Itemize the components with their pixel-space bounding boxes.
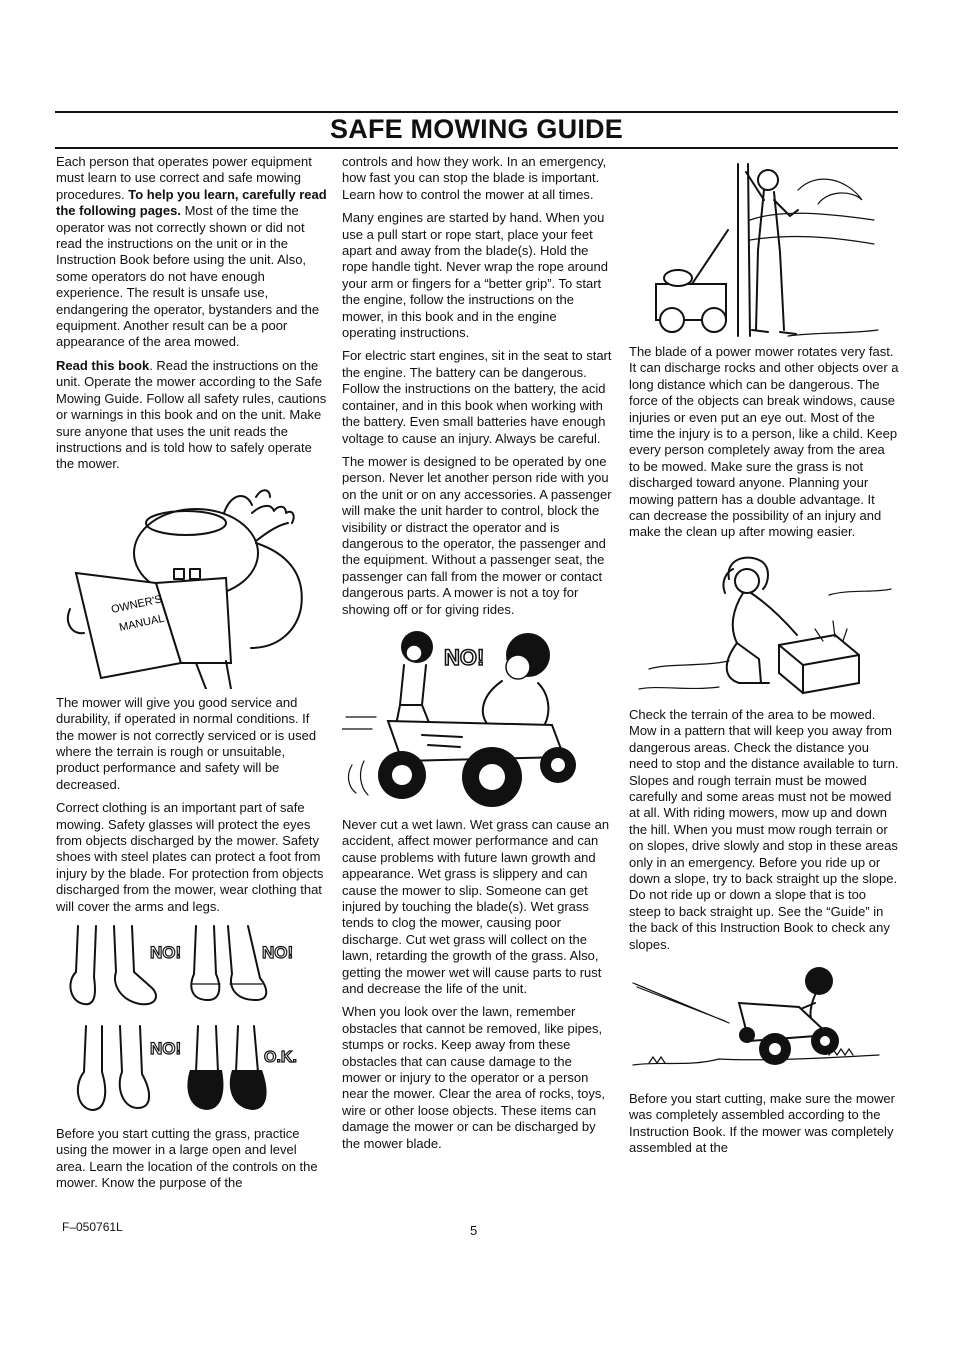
assembly-paragraph: Before you start cutting, make sure the mower was completely assembled according to the Instruction Book. If the mower was completely assembled at the [629,1090,895,1156]
passenger-paragraph: The mower is designed to be operated by one person. Never let another person ride with you on the unit or on any accessories. A passenger will make the unit harder to control, block the visibility or distract the operator and is dangerous to the operator, the passenger and the equipment. Without a passenger seat, the passenger can fall from the mower or contact dangerous parts. A mower is not a toy for showing off or for giving rides. [342,453,612,617]
title-underline [55,147,898,149]
read-book-emphasis: Read this book [56,357,150,373]
clothing-paragraph: Correct clothing is an important part of safe mowing. Safety glasses will protect the eyes from objects discharged by the mower. Safety shoes with steel plates can protect a foot from injury by the blade. For protection from objects discharged from the mower, wear clothing that will cover the arms and legs. [56,800,324,914]
manual-label-line1: OWNER'S [110,593,164,616]
document-code: F–050761L [62,1220,123,1234]
footwear-illustration [56,922,328,1118]
intro-text: Each person that operates power equipment must learn to use correct and safe mowing procedures. [56,154,312,202]
clearing-objects-illustration [629,549,899,699]
manual-label-line2: MANUAL [118,612,166,634]
intro-emphasis: To help you learn, carefully read the following pages. [56,186,327,219]
blade-paragraph: The blade of a power mower rotates very fast. It can discharge rocks and other objects over a long distance which can be dangerous. The force of the objects can break windows, cause injuries or even put an eye out. Most of the time the injury is to a person, like a child. Keep every person completely away from the area to be mowed. Make sure the grass is not discharged toward anyone. Planning your mowing pattern has a double advantage. It can decrease the possibility of an injury and make the clean up after mowing easier. [629,344,899,540]
no-passenger-illustration [342,625,612,811]
wet-lawn-paragraph: Never cut a wet lawn. Wet grass can cause an accident, affect mower performance and can cause problems with future lawn growth and appearance. Wet grass is slippery and can cause the mower to slip. Someone can get injured by touching the blade(s). Wet grass tends to clog the mower, causing poor discharge. Cut wet grass will collect on the lawn, retarding the growth of the grass. Also, getting the mower wet will cause parts to rust and decrease the life of the unit. [342,816,610,997]
electric-start-paragraph: For electric start engines, sit in the seat to start the engine. The battery can be dangerous. Follow the instructions on the battery, the acid container, and in this book when working with the battery. Even small batteries have enough voltage to cause an injury. Always be careful. [342,348,612,446]
owners-manual-illustration [56,483,328,689]
obstacles-paragraph: When you look over the lawn, remember obstacles that cannot be removed, like pipes, stumps or rocks. Keep away from these obstacles that can cause damage to the mower or injury to the operator or a person near the mower. Clear the area of rocks, toys, wire or other loose objects. These items can damage the mower or can be discharged by the mower blade. [342,1004,606,1151]
column-left [56,154,328,1199]
terrain-paragraph: Check the terrain of the area to be mowed. Mow in a pattern that will keep you away from dangerous areas. Check the distance you need to stop and the distance available to turn. Slopes and rough terrain must be mowed carefully and some areas must not be mowed at all. With riding mowers, mow up and down the hill. When you must mow rough terrain or on slopes, drive slowly and stop in these areas only in an emergency. Before you ride up or down a slope, try to back straight up the slope. Do not ride up or down a slope that is too steep to back straight up. See the “Guide” in the back of this Instruction Book to check any slopes. [629,706,899,952]
riding-mower-slope-illustration [629,963,899,1075]
intro-paragraph [56,154,328,351]
pull-start-paragraph: Many engines are started by hand. When you use a pull start or rope start, place your feet apart and away from the blade(s). Hold the rope handle tight. Never wrap the rope around your arm or fingers for a “better grip”. To start the engine, follow the instructions on the mower, in this book and in the engine operating instructions. [342,210,608,341]
rider-no-label: NO! [444,644,485,670]
column-middle [342,154,612,1159]
controls-paragraph: controls and how they work. In an emergency, how fast you can stop the blade is important. Learn how to control the mower at all times. [342,154,607,202]
page-title: SAFE MOWING GUIDE [330,114,623,144]
shoe-no-label-3: NO! [150,1039,182,1058]
shoe-no-label-1: NO! [150,943,182,962]
service-paragraph: The mower will give you good service and durability, if operated in normal conditions. If the mower is not correctly serviced or is used where the terrain is rough or unsuitable, product performance and safety will be decreased. [56,694,317,792]
intro-text-cont: Most of the time the operator was not correctly shown or did not read the instructions on the unit or in the Instruction Book before using the unit. Also, some operators do not have enough experience. The result is unsafe use, endangering the operator, bystanders and the equipment. Another result can be a poor appearance of the area mowed. [56,203,320,350]
top-rule [55,111,898,113]
shoe-no-label-2: NO! [262,943,294,962]
shoe-ok-label: O.K. [264,1049,297,1066]
read-book-text: . Read the instructions on the unit. Operate the mower according to the Safe Mowing Guide. Follow all safety rules, cautions or warnings in this book and on the unit. Make sure anyone that uses the unit reads the instructions and is told how to safely operate the mower. [56,357,327,472]
push-mower-window-illustration [648,160,884,342]
page-number: 5 [470,1223,478,1238]
practice-paragraph: Before you start cutting the grass, practice using the mower in a large open and level area. Learn the location of the controls on the mower. Know the purpose of the [56,1126,318,1191]
column-right [629,344,899,1164]
read-book-paragraph [56,358,328,473]
